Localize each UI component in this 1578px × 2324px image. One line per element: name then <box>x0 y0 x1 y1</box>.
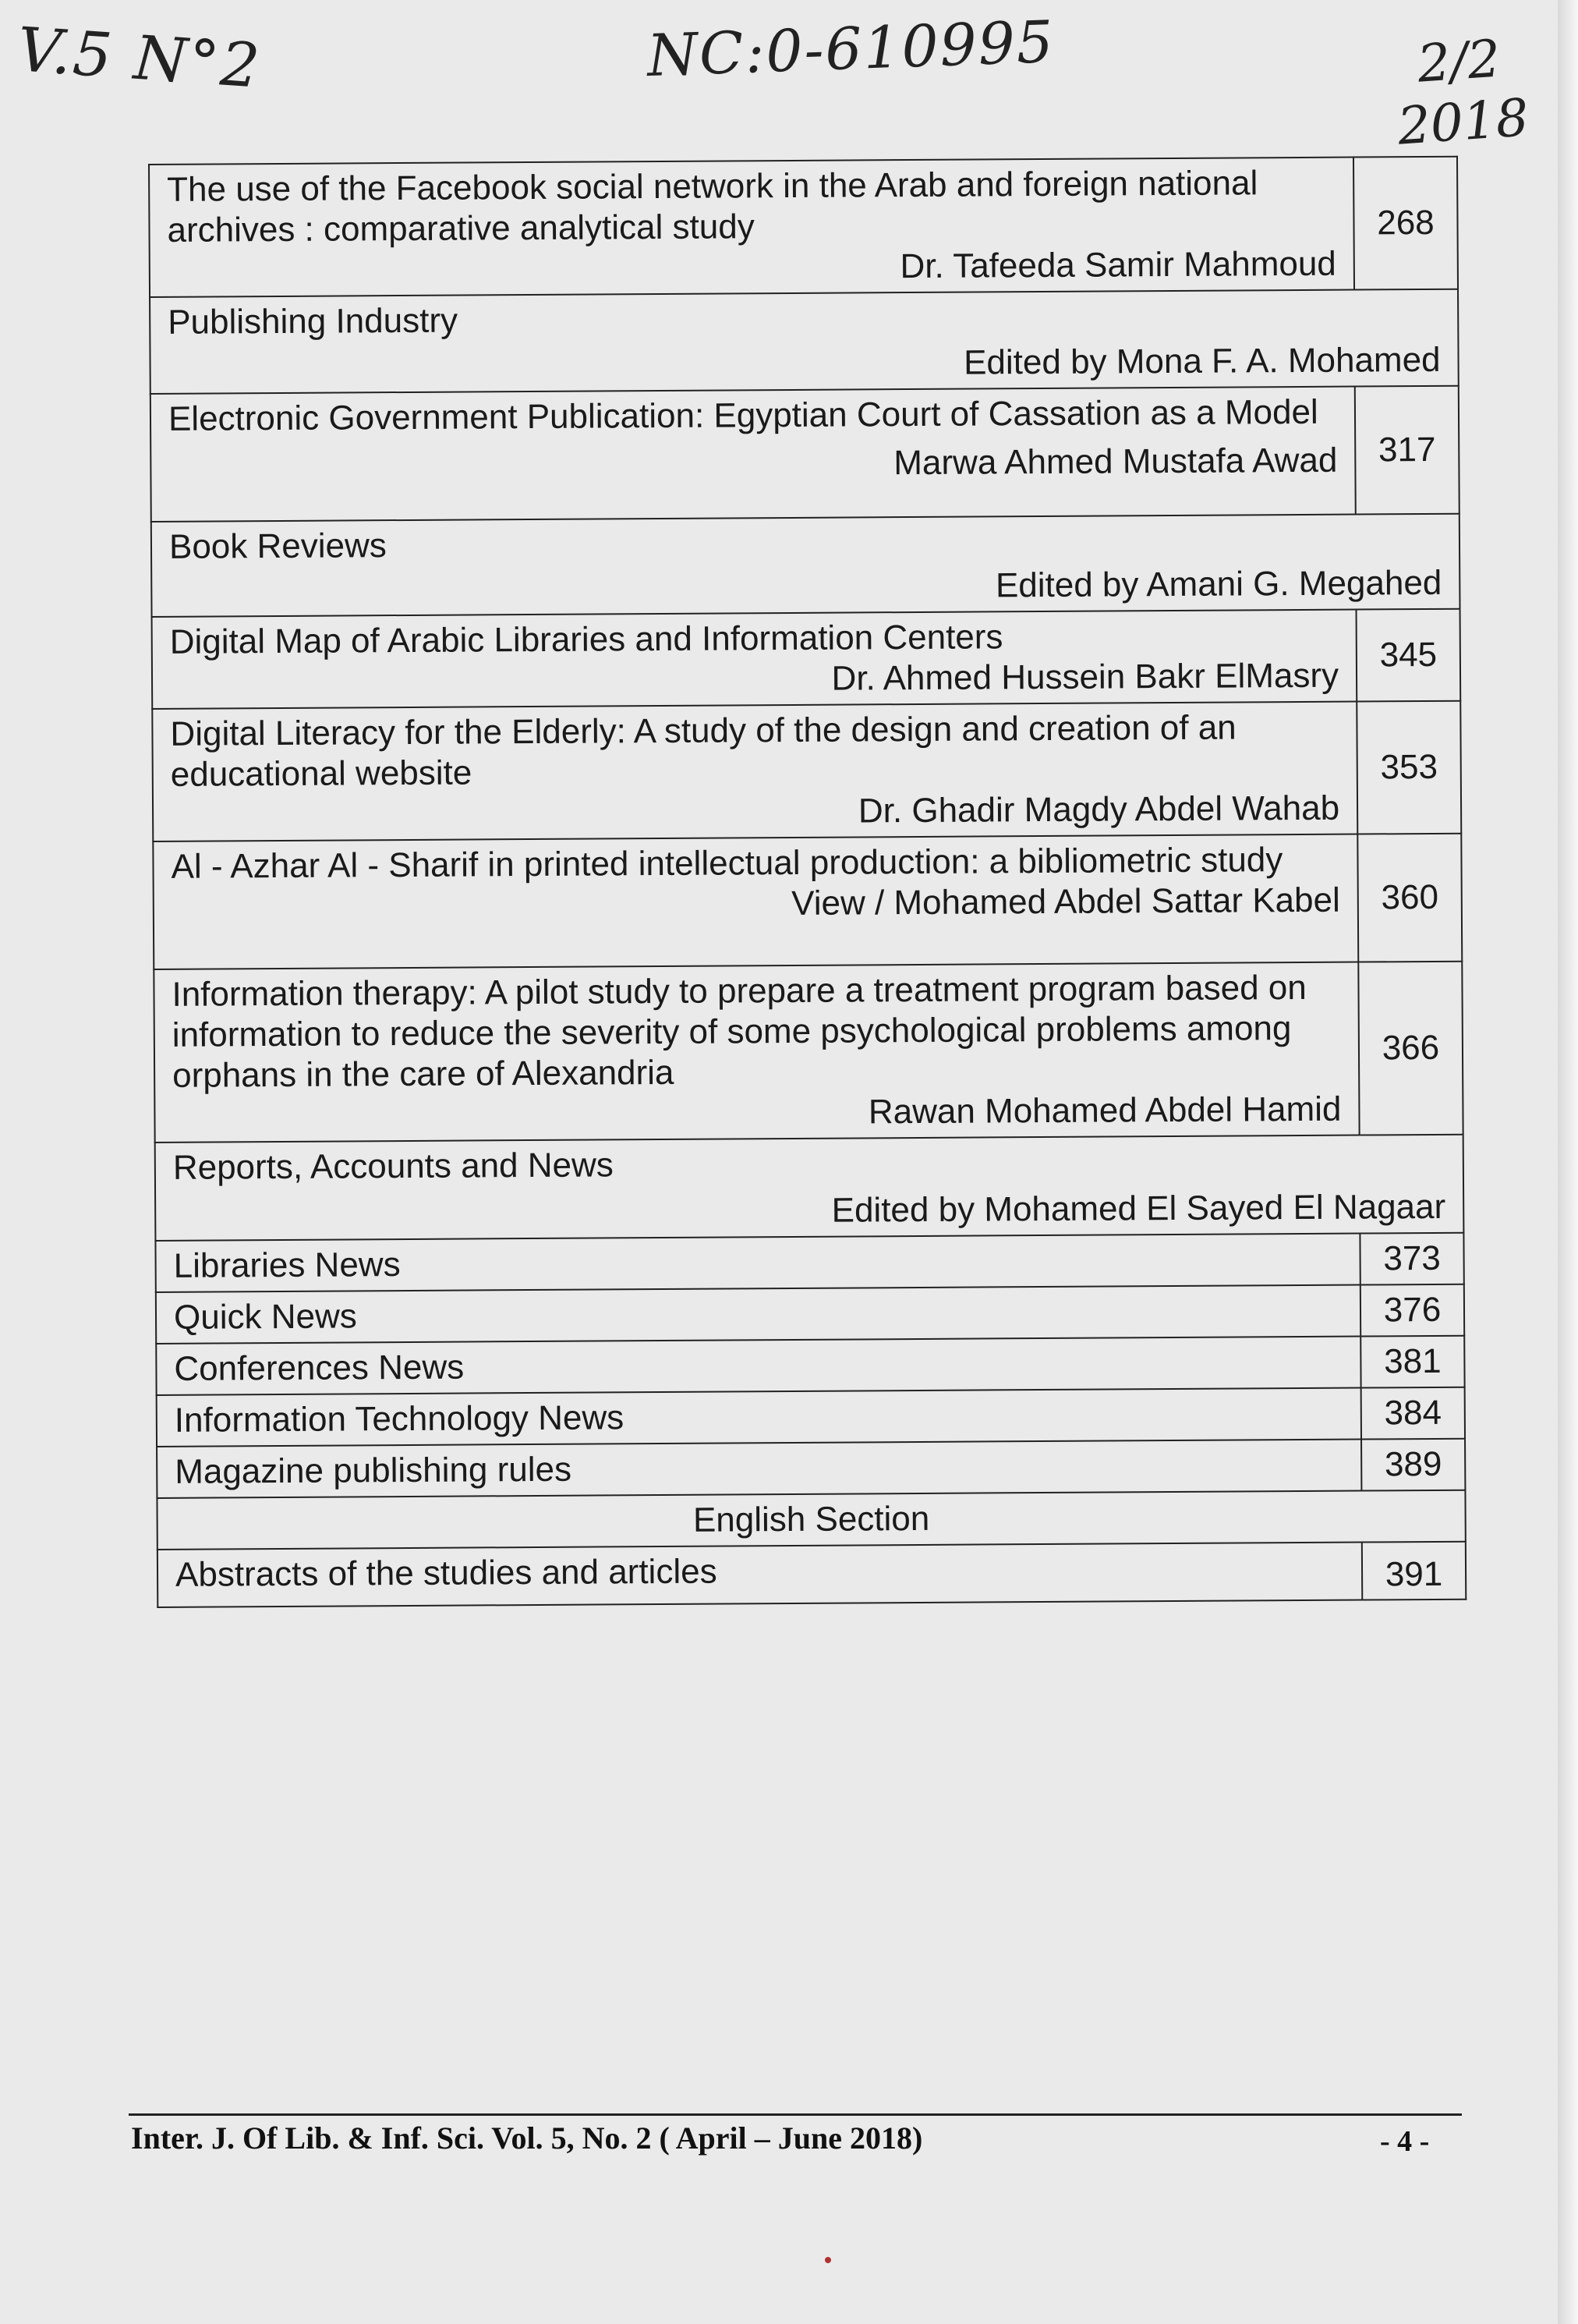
entry-title: Digital Literacy for the Elderly: A study of the design and creation of an educational website <box>170 708 1237 794</box>
entry-title: The use of the Facebook social network in the Arab and foreign national archives : comparative analytical study <box>167 164 1258 250</box>
table-row <box>153 834 1462 969</box>
entry-page: 345 <box>1357 609 1461 702</box>
entry-page: 268 <box>1353 157 1458 290</box>
entry-title: Libraries News <box>155 1234 1360 1292</box>
table-row <box>155 1233 1463 1292</box>
section-title: Book Reviews <box>168 526 387 566</box>
entry-title: Magazine publishing rules <box>157 1440 1361 1498</box>
table-row <box>156 1336 1464 1395</box>
entry-author: Marwa Ahmed Mustafa Awad <box>893 441 1338 483</box>
entry-page: 373 <box>1360 1233 1463 1285</box>
table-row <box>157 1490 1465 1550</box>
entry-author: View / Mohamed Abdel Sattar Kabel <box>791 880 1340 923</box>
entry-title: Electronic Government Publication: Egyptian Court of Cassation as a Model <box>168 392 1318 438</box>
page-edge-shadow <box>1558 0 1578 2324</box>
section-heading: English Section <box>157 1490 1465 1550</box>
entry-page: 353 <box>1357 701 1461 834</box>
entry-title: Al - Azhar Al - Sharif in printed intellectual production: a bibliometric study <box>171 841 1283 886</box>
entry-author: Dr. Ahmed Hussein Bakr ElMasry <box>831 656 1339 698</box>
section-title: Publishing Industry <box>168 301 458 342</box>
handwritten-volume-note: V.5 N°2 <box>15 15 264 102</box>
journal-citation: Inter. J. Of Lib. & Inf. Sci. Vol. 5, No. 2 ( April – June 2018) <box>131 2120 923 2156</box>
entry-title: Abstracts of the studies and articles <box>157 1543 1362 1607</box>
entry-title: Information therapy: A pilot study to prepare a treatment program based on information to reduce the severity of some psychological problems among orphans in the care of Alexandria <box>172 968 1307 1095</box>
table-row <box>152 609 1461 709</box>
section-editor: Edited by Mona F. A. Mohamed <box>963 340 1441 382</box>
table-row <box>150 386 1459 522</box>
footer-rule <box>129 2113 1462 2116</box>
entry-page: 389 <box>1361 1439 1465 1491</box>
section-editor: Edited by Mohamed El Sayed El Nagaar <box>831 1187 1446 1230</box>
page-number: - 4 - <box>1380 2125 1430 2158</box>
section-cell <box>155 1135 1464 1241</box>
entry-author: Dr. Ghadir Magdy Abdel Wahab <box>858 788 1340 831</box>
table-of-contents <box>148 156 1467 1608</box>
entry-title: Quick News <box>156 1285 1360 1344</box>
entry-page: 317 <box>1355 386 1459 515</box>
table-row <box>157 1439 1465 1498</box>
entry-author: Rawan Mohamed Abdel Hamid <box>868 1089 1342 1132</box>
entry-page: 376 <box>1360 1284 1464 1337</box>
entry-cell <box>149 158 1354 297</box>
table-row <box>156 1284 1464 1344</box>
table-row <box>157 1542 1466 1607</box>
section-editor: Edited by Amani G. Megahed <box>995 563 1442 605</box>
entry-page: 391 <box>1362 1542 1466 1600</box>
ink-speck <box>825 2257 831 2263</box>
section-cell <box>150 289 1459 394</box>
entry-author: Dr. Tafeeda Samir Mahmoud <box>900 244 1336 286</box>
table-row <box>154 962 1463 1143</box>
handwritten-date-year: 2018 <box>1396 87 1531 157</box>
table-row <box>151 514 1460 617</box>
entry-page: 381 <box>1360 1336 1464 1388</box>
table-row <box>152 701 1461 841</box>
entry-title: Digital Map of Arabic Libraries and Information Centers <box>169 618 1003 661</box>
section-cell <box>151 514 1460 617</box>
entry-page: 360 <box>1357 834 1462 962</box>
entry-title: Information Technology News <box>157 1388 1361 1447</box>
entry-cell <box>154 962 1359 1143</box>
entry-title: Conferences News <box>156 1337 1360 1395</box>
handwritten-date-top: 2/2 <box>1415 28 1502 94</box>
entry-cell <box>153 834 1358 969</box>
section-title: Reports, Accounts and News <box>172 1146 614 1187</box>
handwritten-accession-number: NC:0-610995 <box>646 8 1056 90</box>
handwritten-date <box>1392 27 1530 157</box>
table-row <box>150 289 1459 394</box>
entry-page: 384 <box>1361 1387 1465 1440</box>
table-row <box>157 1387 1465 1447</box>
entry-cell <box>152 702 1357 841</box>
entry-cell <box>152 610 1357 709</box>
entry-page: 366 <box>1358 962 1463 1135</box>
entry-cell <box>150 387 1356 522</box>
table-row <box>155 1135 1464 1241</box>
table-row <box>149 157 1458 297</box>
